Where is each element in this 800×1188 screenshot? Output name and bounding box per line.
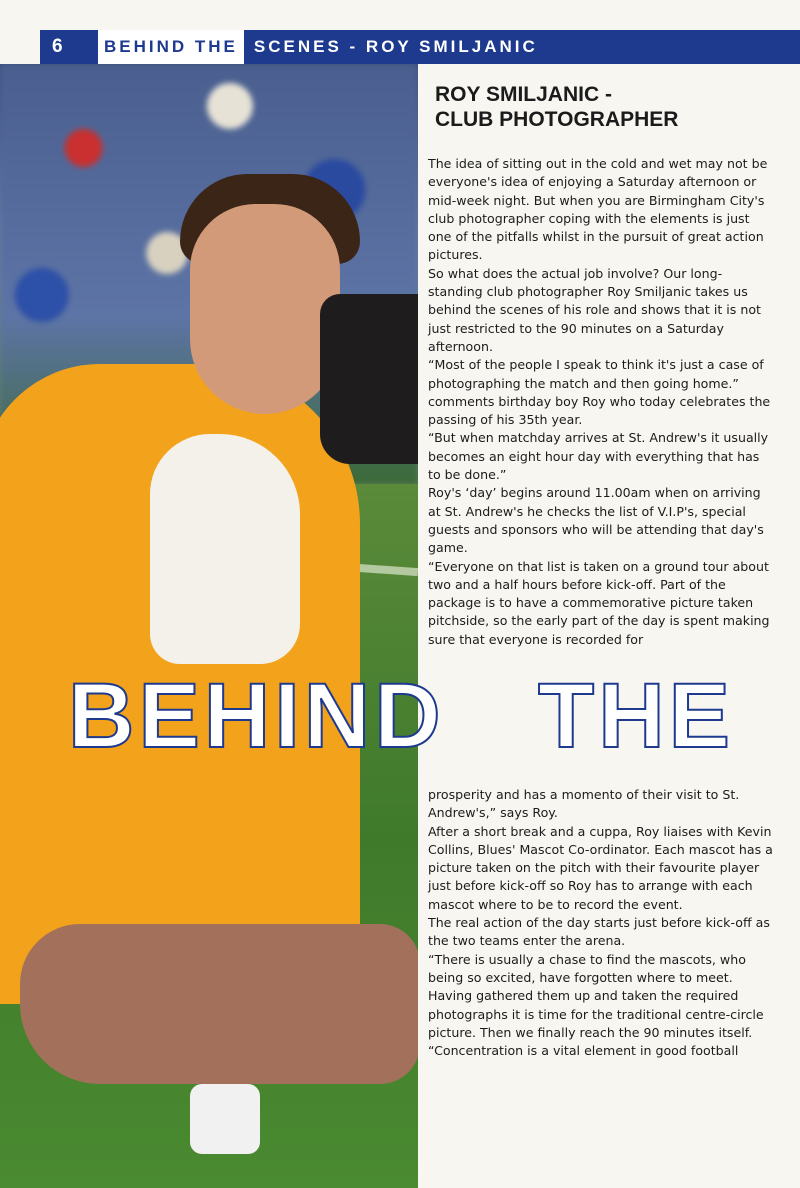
paragraph: “But when matchday arrives at St. Andrew's it usually becomes an eight hour day with everything that has to be done.” [428, 430, 769, 483]
paragraph: “Concentration is a vital element in good football [428, 1043, 739, 1059]
overlay-word-behind: BEHIND [68, 665, 445, 767]
face [190, 204, 340, 414]
paragraph: “There is usually a chase to find the mascots, who being so excited, have forgotten where to meet. Having gathered them up and taken the required photographs it is time for the traditional centre-circle picture. Then we finally reach the 90 minutes itself. [428, 951, 764, 1040]
paragraph: After a short break and a cuppa, Roy liaises with Kevin Collins, Blues' Mascot Co-ordinator. Each mascot has a picture taken on the pitch with their favourite player just before kick-off so Roy has to arrange with each mascot where to be to record the event. [428, 823, 773, 912]
overlay-word-the: THE [538, 665, 734, 767]
paragraph: The idea of sitting out in the cold and wet may not be everyone's idea of enjoying a Saturday afternoon or mid-week night. But when you are Birmingham City's club photographer coping with the elements is just one of the pitfalls whilst in the pursuit of great action pictures. [428, 156, 768, 263]
paragraph: prosperity and has a momento of their visit to St. Andrew's,” says Roy. [428, 787, 740, 821]
paragraph: Roy's ‘day’ begins around 11.00am when on arriving at St. Andrew's he checks the list of V.I.P's, special guests and sponsors who will be attending that day's game. [428, 485, 764, 556]
heading-line-1: ROY SMILJANIC - [435, 83, 612, 106]
header-title-right: SCENES - ROY SMILJANIC [253, 37, 538, 56]
paragraph: “Everyone on that list is taken on a ground tour about two and a half hours before kick-off. Part of the package is to have a commemorative picture taken pitchside, so the early part of the day is spent making sure that everyone is recorded for [428, 558, 770, 647]
header-title-left: BEHIND THE [98, 30, 244, 64]
page-number: 6 [52, 36, 63, 57]
paragraph: The real action of the day starts just before kick-off as the two teams enter the arena. [428, 915, 770, 949]
white-shirt [150, 434, 300, 664]
paragraph: So what does the actual job involve? Our long-standing club photographer Roy Smiljanic takes us behind the scenes of his role and shows that it is not just restricted to the 90 minutes on a Saturday afternoon. [428, 265, 761, 354]
paragraph: “Most of the people I speak to think it's just a case of photographing the match and then going home.” comments birthday boy Roy who today celebrates the passing of his 35th year. [428, 357, 771, 428]
article-column-bottom [428, 786, 773, 1060]
camera-icon [320, 294, 418, 464]
legs [20, 924, 418, 1084]
article-heading [435, 82, 775, 132]
sock [190, 1084, 260, 1154]
heading-line-2: CLUB PHOTOGRAPHER [435, 108, 679, 131]
page-header [40, 30, 800, 64]
photographer-photo [0, 64, 418, 1188]
article-column-top [428, 155, 773, 649]
